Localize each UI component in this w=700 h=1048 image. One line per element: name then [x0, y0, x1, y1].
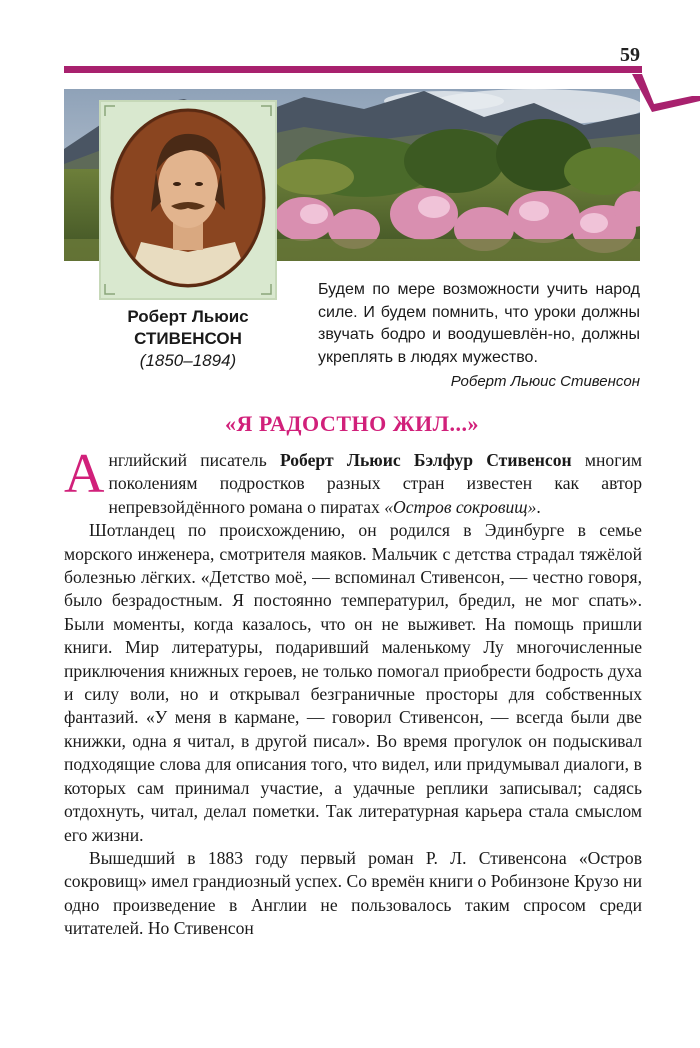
header-rule [64, 66, 642, 73]
section-title: «Я РАДОСТНО ЖИЛ...» [225, 411, 479, 436]
author-name: Роберт Льюис [127, 307, 249, 326]
p1-author-fullname: Роберт Льюис Бэлфур Стивенсон [279, 450, 572, 470]
epigraph-text: Будем по мере возможности учить народ силе. И будем помнить, что уроки должны звучать бодро и воодушевлён-но, должны укреплять в людях мужество. [318, 281, 640, 366]
author-years: (1850–1894) [139, 351, 237, 370]
p1-middle: многим поколениям подростков разных стран известен как автор непревзойдённого романа о пиратах [108, 450, 642, 517]
p1-before: нглийский писатель [108, 450, 280, 470]
article-body [64, 443, 642, 941]
corner-arrow-icon [632, 74, 700, 120]
epigraph-author: Роберт Льюис Стивенсон [450, 373, 640, 390]
author-portrait-image [101, 102, 275, 298]
author-caption [98, 306, 278, 372]
page-number: 59 [620, 44, 640, 66]
paragraph-3: Вышедший в 1883 году первый роман Р. Л. Стивенсона «Остров сокровищ» имел грандиозный успех. Со времён книги о Робинзоне Крузо ни одно произведение в Англии не пользовалось таким спросом среди читателей. Но Стивенсон [64, 847, 642, 939]
author-portrait-frame [99, 100, 277, 300]
paragraph-1 [64, 443, 642, 519]
drop-cap: А [64, 443, 105, 505]
paragraph-2: Шотландец по происхождению, он родился в Эдинбурге в семье морского инженера, смотрителя маяков. Мальчик с детства страдал тяжёлой болезнью лёгких. «Детство моё, — вспоминал Стивенсон, — честно говоря, было безрадостным. Я постоянно температурил, бредил, не мог спать». Были моменты, когда казалось, что он не выживет. На помощь пришли книги. Мир литературы, подаривший маленькому Лу многочисленные приключения книжных героев, не только помогал приобрести бодрость духа и силу воли, но и открывал безграничные просторы для собственных фантазий. «У меня в кармане, — говорил Стивенсон, — всегда были две книжки, одна я читал, в другой писал». Во время прогулок он подыскивал подходящие слова для описания того, что видел, или придумывал диалоги, в которых сам принимал участие, а удачные реплики записывал; садясь отдохнуть, читал, делал пометки. Так литературная карьера стала смыслом его жизни. [64, 520, 642, 845]
p1-end: . [536, 496, 541, 517]
p1-novel-title: «Остров сокровищ» [384, 496, 537, 517]
author-surname: СТИВЕНСОН [134, 329, 242, 348]
